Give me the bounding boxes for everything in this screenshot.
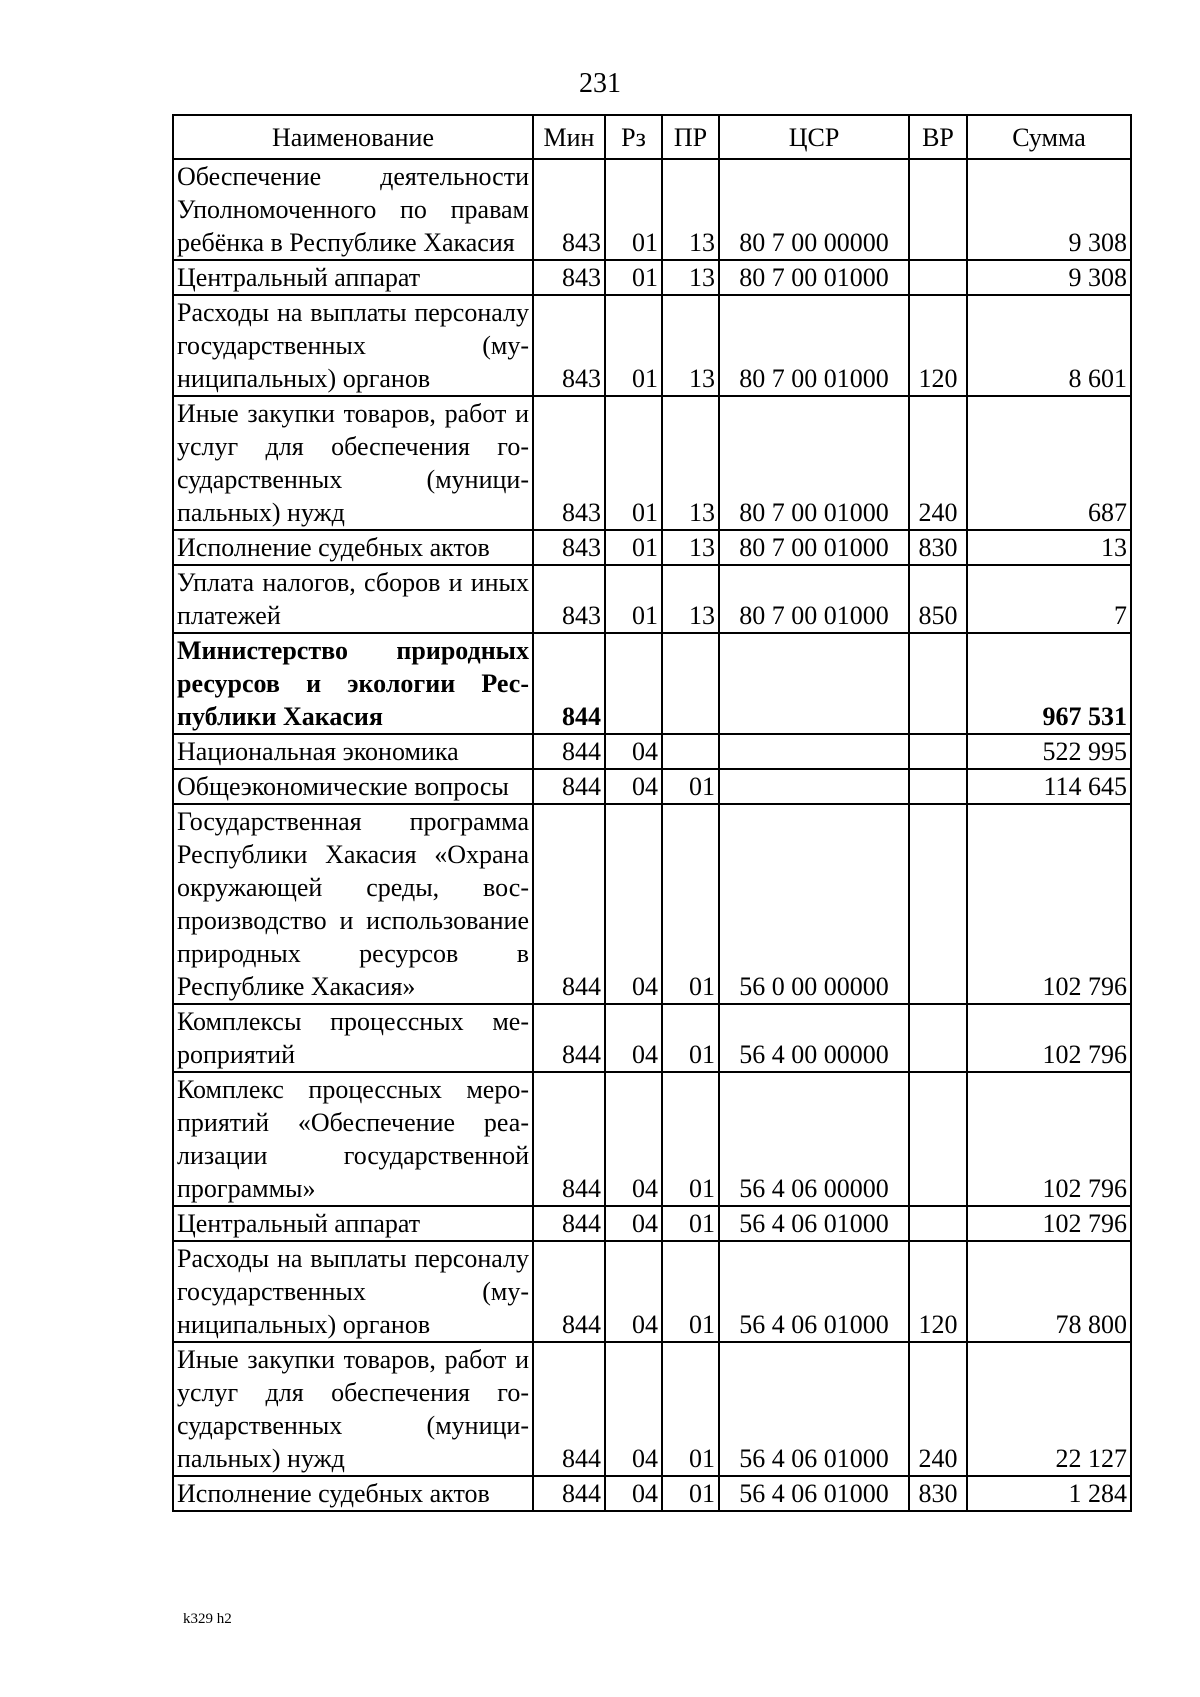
cell-name: Министерство природных ресурсов и экологии Республики Хакасия: [173, 633, 533, 734]
cell-csr: [719, 769, 909, 804]
header-min: Мин: [533, 115, 605, 159]
cell-csr: 80 7 00 01000: [719, 295, 909, 396]
cell-min: 843: [533, 530, 605, 565]
cell-rz: 04: [605, 734, 662, 769]
cell-pr: 01: [662, 1476, 719, 1511]
cell-csr: 80 7 00 01000: [719, 565, 909, 633]
cell-min: 844: [533, 1072, 605, 1206]
header-pr: ПР: [662, 115, 719, 159]
header-vr: ВР: [909, 115, 967, 159]
cell-csr: 56 4 06 01000: [719, 1206, 909, 1241]
cell-pr: [662, 633, 719, 734]
table-row: [173, 1004, 1131, 1072]
cell-csr: 80 7 00 01000: [719, 260, 909, 295]
page-number: 231: [579, 68, 621, 99]
cell-rz: [605, 633, 662, 734]
cell-min: 844: [533, 633, 605, 734]
cell-name: Комплекс процессных мероприятий «Обеспечение реализации государственной программы»: [173, 1072, 533, 1206]
cell-vr: [909, 1206, 967, 1241]
cell-min: 844: [533, 1476, 605, 1511]
cell-rz: 01: [605, 260, 662, 295]
cell-csr: 56 4 06 01000: [719, 1342, 909, 1476]
table-row: [173, 260, 1131, 295]
cell-vr: [909, 734, 967, 769]
cell-rz: 01: [605, 159, 662, 260]
header-name: Наименование: [173, 115, 533, 159]
cell-name: Исполнение судебных актов: [173, 530, 533, 565]
cell-pr: 13: [662, 159, 719, 260]
table-row: [173, 1241, 1131, 1342]
cell-sum: 687: [967, 396, 1131, 530]
cell-pr: 13: [662, 396, 719, 530]
header-csr: ЦСР: [719, 115, 909, 159]
cell-rz: 04: [605, 804, 662, 1004]
cell-vr: 240: [909, 1342, 967, 1476]
table-row: [173, 295, 1131, 396]
cell-name: Комплексы процессных мероприятий: [173, 1004, 533, 1072]
cell-csr: 56 4 00 00000: [719, 1004, 909, 1072]
cell-csr: 56 4 06 01000: [719, 1476, 909, 1511]
cell-name: Национальная экономика: [173, 734, 533, 769]
cell-name: Общеэкономические вопросы: [173, 769, 533, 804]
cell-sum: 22 127: [967, 1342, 1131, 1476]
table-body: [173, 159, 1131, 1511]
cell-pr: 01: [662, 1206, 719, 1241]
cell-name: Расходы на выплаты персоналу государственных (муниципальных) органов: [173, 295, 533, 396]
cell-sum: 967 531: [967, 633, 1131, 734]
cell-rz: 04: [605, 1072, 662, 1206]
cell-pr: 01: [662, 769, 719, 804]
cell-csr: 56 0 00 00000: [719, 804, 909, 1004]
cell-rz: 04: [605, 769, 662, 804]
cell-pr: 13: [662, 530, 719, 565]
cell-sum: 102 796: [967, 1072, 1131, 1206]
table-row: [173, 159, 1131, 260]
cell-vr: 120: [909, 295, 967, 396]
cell-min: 844: [533, 1342, 605, 1476]
header-sum: Сумма: [967, 115, 1131, 159]
cell-csr: 56 4 06 00000: [719, 1072, 909, 1206]
cell-pr: 01: [662, 1342, 719, 1476]
cell-vr: [909, 804, 967, 1004]
cell-vr: [909, 633, 967, 734]
cell-sum: 522 995: [967, 734, 1131, 769]
table-row: [173, 1072, 1131, 1206]
cell-csr: 80 7 00 00000: [719, 159, 909, 260]
cell-sum: 1 284: [967, 1476, 1131, 1511]
footer-code: k329 h2: [183, 1611, 232, 1627]
cell-min: 844: [533, 1004, 605, 1072]
cell-pr: [662, 734, 719, 769]
cell-sum: 78 800: [967, 1241, 1131, 1342]
cell-rz: 01: [605, 295, 662, 396]
cell-name: Исполнение судебных актов: [173, 1476, 533, 1511]
table-row: [173, 633, 1131, 734]
cell-vr: 830: [909, 530, 967, 565]
cell-min: 844: [533, 1206, 605, 1241]
cell-vr: [909, 159, 967, 260]
table-header-row: [173, 115, 1131, 159]
table-row: [173, 734, 1131, 769]
cell-name: Уплата налогов, сборов и иных платежей: [173, 565, 533, 633]
cell-name: Иные закупки товаров, работ и услуг для обеспечения государственных (муниципальных) нужд: [173, 396, 533, 530]
budget-table: [172, 114, 1132, 1512]
table-row: [173, 1342, 1131, 1476]
cell-csr: 56 4 06 01000: [719, 1241, 909, 1342]
cell-name: Обеспечение деятельности Уполномоченного по правам ребёнка в Республике Хакасия: [173, 159, 533, 260]
table-row: [173, 565, 1131, 633]
cell-pr: 13: [662, 565, 719, 633]
table-row: [173, 769, 1131, 804]
cell-rz: 04: [605, 1004, 662, 1072]
cell-vr: [909, 260, 967, 295]
cell-min: 844: [533, 1241, 605, 1342]
cell-rz: 01: [605, 396, 662, 530]
cell-pr: 01: [662, 1072, 719, 1206]
cell-min: 844: [533, 734, 605, 769]
cell-vr: 240: [909, 396, 967, 530]
cell-csr: 80 7 00 01000: [719, 530, 909, 565]
cell-rz: 01: [605, 565, 662, 633]
cell-csr: [719, 633, 909, 734]
cell-pr: 01: [662, 1004, 719, 1072]
cell-pr: 01: [662, 1241, 719, 1342]
cell-vr: [909, 769, 967, 804]
cell-vr: [909, 1004, 967, 1072]
table-row: [173, 396, 1131, 530]
table-row: [173, 804, 1131, 1004]
cell-csr: 80 7 00 01000: [719, 396, 909, 530]
cell-vr: 120: [909, 1241, 967, 1342]
cell-vr: 850: [909, 565, 967, 633]
cell-min: 843: [533, 396, 605, 530]
cell-name: Иные закупки товаров, работ и услуг для обеспечения государственных (муниципальных) нужд: [173, 1342, 533, 1476]
cell-name: Центральный аппарат: [173, 1206, 533, 1241]
cell-name: Центральный аппарат: [173, 260, 533, 295]
cell-rz: 04: [605, 1342, 662, 1476]
cell-sum: 114 645: [967, 769, 1131, 804]
table-row: [173, 530, 1131, 565]
cell-pr: 13: [662, 295, 719, 396]
cell-min: 844: [533, 804, 605, 1004]
cell-name: Государственная программа Республики Хакасия «Охрана окружающей среды, воспроизводство и использование природных ресурсов в Республике Хакасия»: [173, 804, 533, 1004]
cell-min: 843: [533, 260, 605, 295]
cell-vr: 830: [909, 1476, 967, 1511]
table-row: [173, 1476, 1131, 1511]
cell-sum: 102 796: [967, 1206, 1131, 1241]
cell-name: Расходы на выплаты персоналу государственных (муниципальных) органов: [173, 1241, 533, 1342]
cell-sum: 102 796: [967, 804, 1131, 1004]
cell-min: 843: [533, 295, 605, 396]
cell-min: 844: [533, 769, 605, 804]
cell-pr: 13: [662, 260, 719, 295]
cell-rz: 04: [605, 1476, 662, 1511]
cell-sum: 9 308: [967, 260, 1131, 295]
cell-rz: 04: [605, 1241, 662, 1342]
cell-min: 843: [533, 565, 605, 633]
cell-vr: [909, 1072, 967, 1206]
cell-min: 843: [533, 159, 605, 260]
table-row: [173, 1206, 1131, 1241]
cell-rz: 04: [605, 1206, 662, 1241]
cell-sum: 9 308: [967, 159, 1131, 260]
cell-csr: [719, 734, 909, 769]
cell-rz: 01: [605, 530, 662, 565]
cell-sum: 102 796: [967, 1004, 1131, 1072]
cell-sum: 13: [967, 530, 1131, 565]
cell-sum: 7: [967, 565, 1131, 633]
header-rz: Рз: [605, 115, 662, 159]
cell-sum: 8 601: [967, 295, 1131, 396]
cell-pr: 01: [662, 804, 719, 1004]
